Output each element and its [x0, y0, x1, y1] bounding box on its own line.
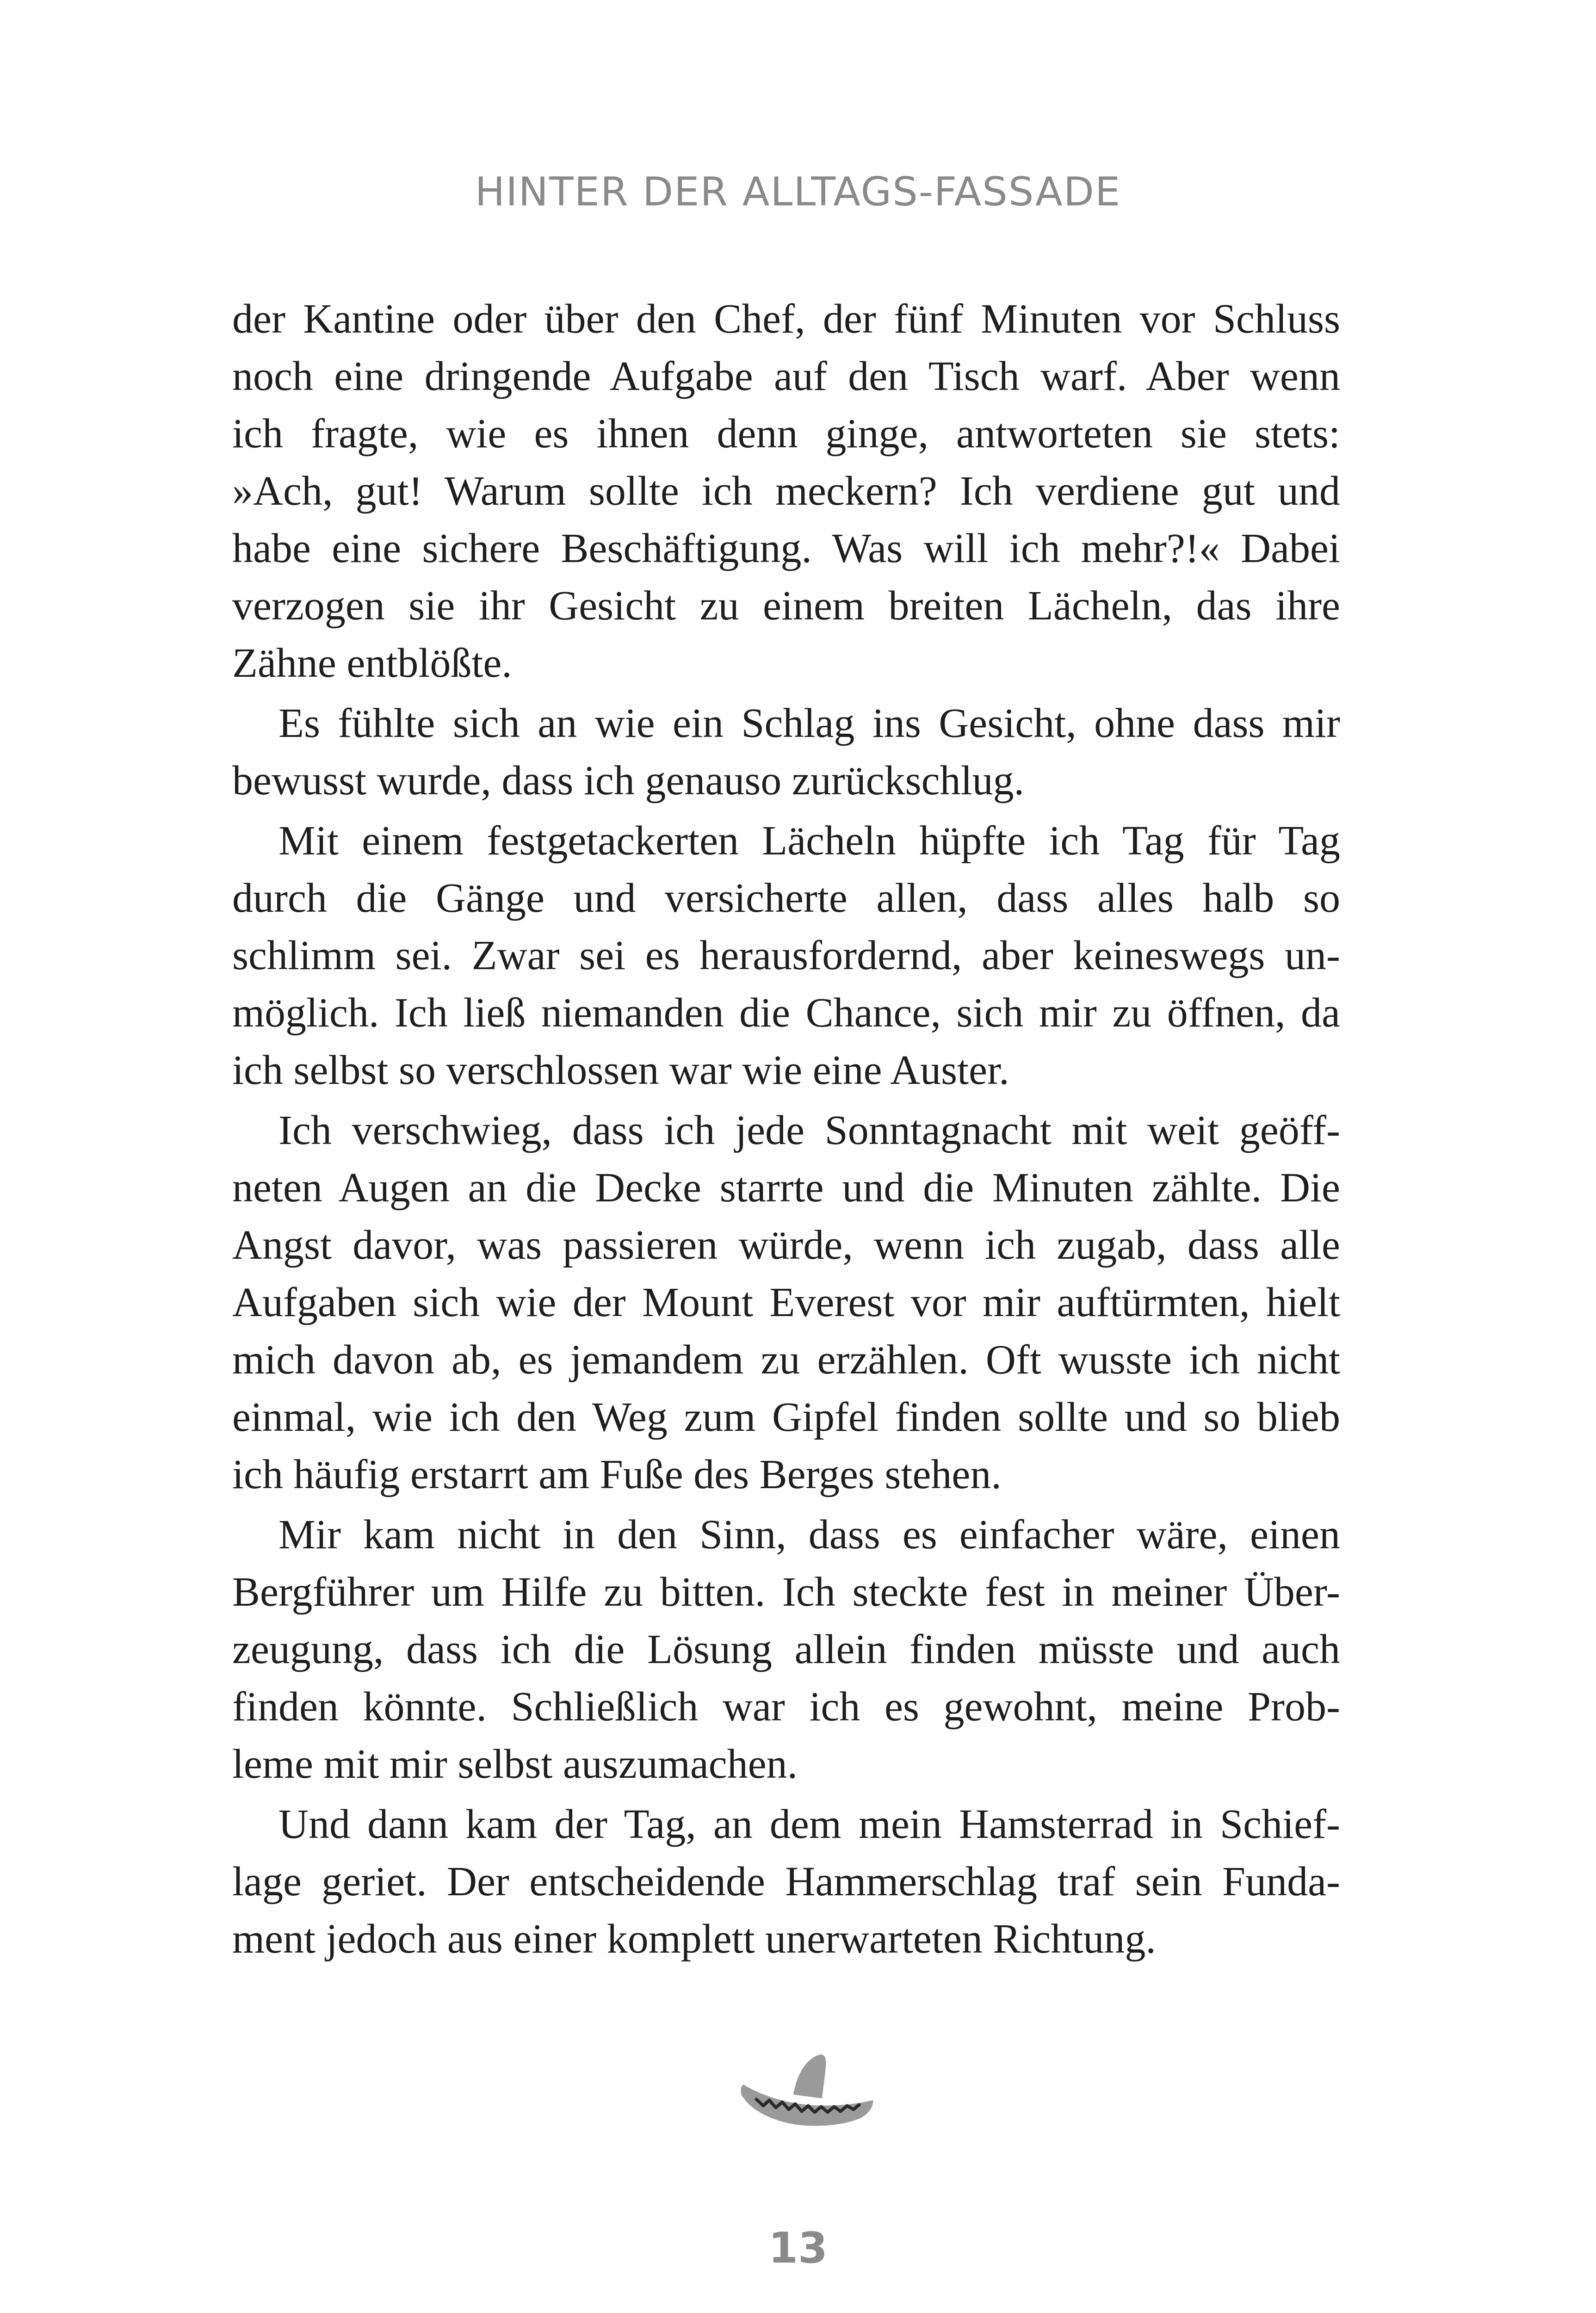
- text-line: Mir kam nicht in den Sinn, dass es einfacher wäre, einen: [278, 1512, 1340, 1558]
- text-line: ich fragte, wie es ihnen denn ginge, antworteten sie stets:: [232, 411, 1340, 457]
- text-line: Ich verschwieg, dass ich jede Sonntagnacht mit weit geöff-: [278, 1107, 1340, 1153]
- text-line: Aufgaben sich wie der Mount Everest vor mir auftürmten, hielt: [232, 1280, 1340, 1325]
- text-line: ich häufig erstarrt am Fuße des Berges stehen.: [232, 1452, 1002, 1497]
- text-line: durch die Gänge und versicherte allen, dass alles halb so: [232, 875, 1340, 921]
- text-line: einmal, wie ich den Weg zum Gipfel finden sollte und so blieb: [232, 1394, 1340, 1440]
- text-line: verzogen sie ihr Gesicht zu einem breiten Lächeln, das ihre: [232, 583, 1340, 629]
- text-line: der Kantine oder über den Chef, der fünf Minuten vor Schluss: [232, 296, 1340, 342]
- text-line: Zähne entblößte.: [232, 640, 512, 686]
- text-line: lage geriet. Der entscheidende Hammerschlag traf sein Funda-: [232, 1859, 1340, 1905]
- text-line: Und dann kam der Tag, an dem mein Hamsterrad in Schief-: [278, 1801, 1340, 1847]
- text-line: ment jedoch aus einer komplett unerwarteten Richtung.: [232, 1916, 1156, 1962]
- text-line: noch eine dringende Aufgabe auf den Tisch warf. Aber wenn: [232, 353, 1340, 399]
- text-line: Es fühlte sich an wie ein Schlag ins Gesicht, ohne dass mir: [278, 700, 1340, 746]
- text-line: Angst davor, was passieren würde, wenn ich zugab, dass alle: [232, 1222, 1340, 1268]
- text-line: mich davon ab, es jemandem zu erzählen. Oft wusste ich nicht: [232, 1337, 1340, 1383]
- paragraph: [232, 1102, 1340, 1503]
- text-line: leme mit mir selbst auszumachen.: [232, 1741, 798, 1787]
- sombrero-icon: [738, 2045, 877, 2133]
- text-line: bewusst wurde, dass ich genauso zurückschlug.: [232, 758, 1025, 804]
- text-line: neten Augen an die Decke starrte und die Minuten zählte. Die: [232, 1165, 1340, 1211]
- paragraph: [232, 291, 1340, 692]
- page-number: 13: [768, 2223, 828, 2273]
- text-line: möglich. Ich ließ niemanden die Chance, sich mir zu öffnen, da: [232, 990, 1340, 1036]
- text-line: ich selbst so verschlossen war wie eine Auster.: [232, 1047, 1009, 1093]
- paragraph: [232, 1506, 1340, 1793]
- paragraph: [232, 1796, 1340, 1968]
- running-head: HINTER DER ALLTAGS-FASSADE: [475, 169, 1121, 215]
- paragraph: [232, 812, 1340, 1099]
- text-line: zeugung, dass ich die Lösung allein finden müsste und auch: [232, 1627, 1340, 1672]
- paragraph: [232, 695, 1340, 810]
- text-line: schlimm sei. Zwar sei es herausfordernd, aber keineswegs un-: [232, 933, 1340, 978]
- text-line: Mit einem festgetackerten Lächeln hüpfte ich Tag für Tag: [278, 818, 1340, 864]
- body-text: [232, 291, 1340, 1968]
- text-line: Bergführer um Hilfe zu bitten. Ich steckte fest in meiner Über-: [232, 1569, 1340, 1615]
- text-line: finden könnte. Schließlich war ich es gewohnt, meine Prob-: [232, 1684, 1340, 1730]
- text-line: habe eine sichere Beschäftigung. Was will ich mehr?!« Dabei: [232, 526, 1340, 571]
- text-line: »Ach, gut! Warum sollte ich meckern? Ich verdiene gut und: [232, 468, 1340, 514]
